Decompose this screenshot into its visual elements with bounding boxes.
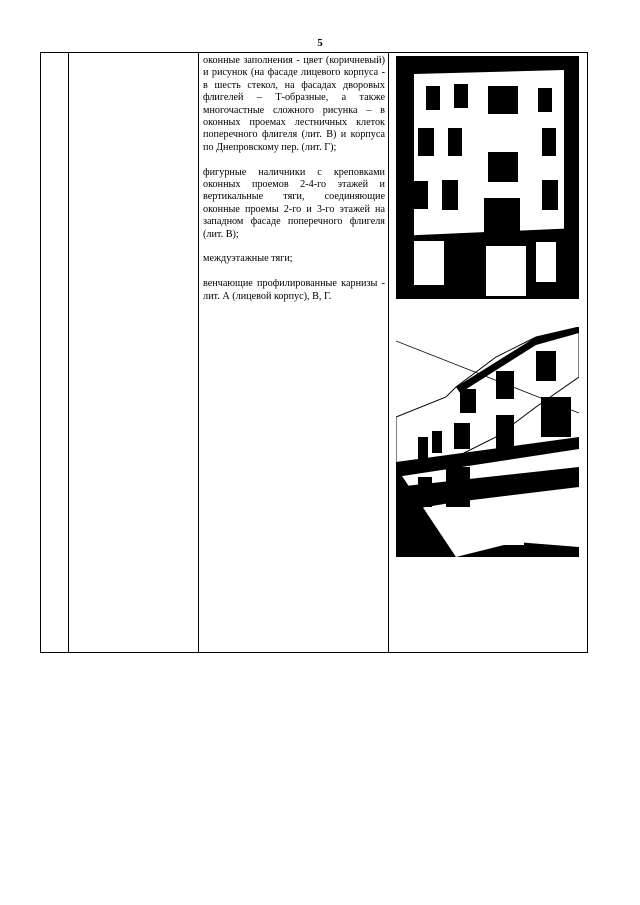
column-divider <box>68 53 69 652</box>
paragraph-window-fillings: оконные заполнения - цвет (коричневый) и рисунок (на фасаде лицевого корпуса - в шесть стекол, на фасадах дворовых флигелей – Т-образные, а также многочастные сложного рисунка – в оконных проемах лестничных клеток поперечного флигеля (лит. В) и корпуса по Днепровскому пер. (лит. Г); <box>203 55 385 153</box>
description-cell <box>203 55 385 315</box>
column-divider <box>388 53 389 652</box>
page-number: 5 <box>317 37 323 49</box>
paragraph-window-frames: фигурные наличники с креповками оконных проемов 2-4-го этажей и вертикальные тяги, соединяющие оконные проемы 2-го и 3-го этажей на западном фасаде поперечного флигеля (лит. В); <box>203 166 385 240</box>
facade-photo-2 <box>396 327 579 557</box>
paragraph-interfloor-belts: междуэтажные тяги; <box>203 253 293 265</box>
paragraph-cornices: венчающие профилированные карнизы - лит. А (лицевой корпус), В, Г. <box>203 278 385 302</box>
description-table <box>40 52 588 653</box>
facade-photo-1 <box>396 56 579 299</box>
column-divider <box>198 53 199 652</box>
